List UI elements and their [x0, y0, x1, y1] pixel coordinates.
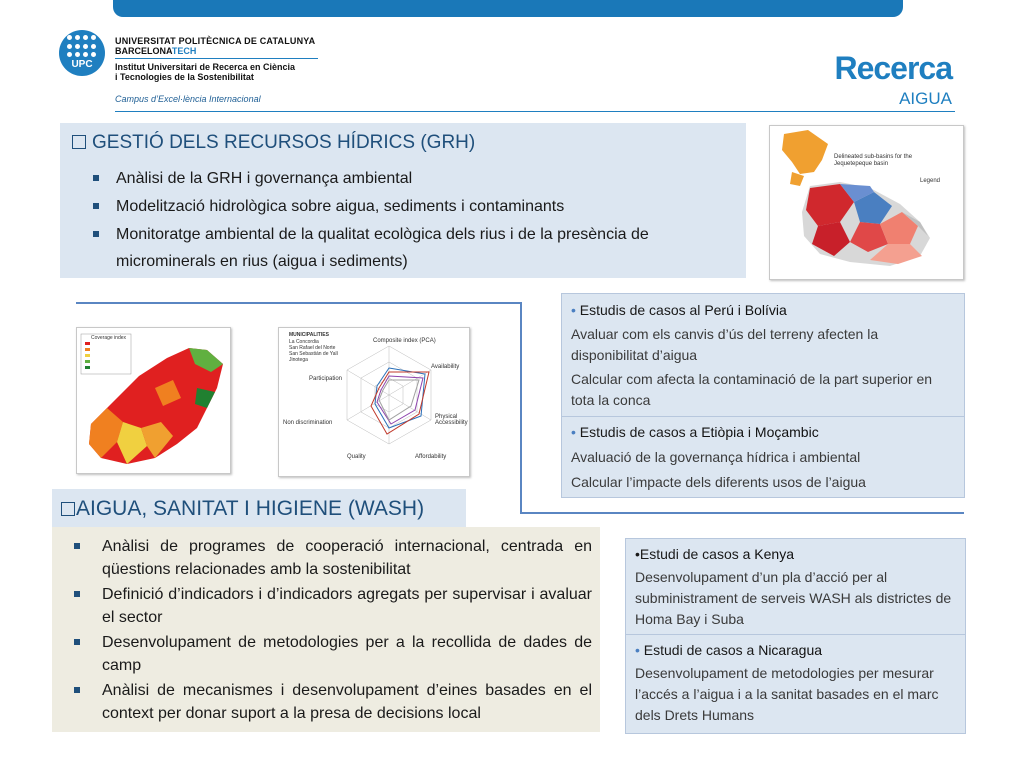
case-study-peru-bolivia [561, 293, 965, 417]
institute-line-2: i Tecnologies de la Sostenibilitat [115, 72, 254, 82]
coverage-map-image [76, 327, 231, 474]
map1-legend-title: Legend [920, 178, 941, 184]
coverage-map-graphic [77, 328, 230, 473]
case-study-nicaragua [625, 634, 966, 734]
case-line: Desenvolupament d’un pla d’acció per al subministrament de serveis WASH als districtes de Homa Bay i Suba [635, 569, 952, 627]
campus-label: Campus d’Excel·lència Internacional [115, 94, 261, 104]
grh-section [60, 123, 746, 278]
university-subtitle: BARCELONATECH [115, 46, 197, 56]
case-line: Calcular l’impacte dels diferents usos de l’aigua [571, 474, 866, 490]
top-accent-bar [113, 0, 903, 17]
radar-legend-item: Jinotega [289, 357, 308, 363]
case-study-ethiopia-mozambique [561, 416, 965, 498]
logo-dots-icon [67, 35, 97, 59]
header-divider [115, 111, 955, 112]
radar-legend-item: La Concordia [289, 339, 319, 345]
checkbox-bullet-icon [61, 502, 75, 516]
list-item: Desenvolupament de metodologies per a la recollida de dades de camp [72, 631, 592, 677]
radar-axis-label: Physical Accessibility [435, 414, 468, 426]
case-line: Calcular com afecta la contaminació de la part superior en tota la conca [571, 371, 933, 408]
list-item: Anàlisi de programes de cooperació internacional, centrada en qüestions relacionades amb la sostenibilitat [72, 535, 592, 581]
radar-axis-label: Quality [347, 454, 366, 460]
sub-basin-map-graphic [770, 126, 963, 279]
page-subtitle: AIGUA [899, 89, 952, 108]
jequetepeque-map-image [769, 125, 964, 280]
bullet-icon: • [571, 424, 576, 440]
grh-list [93, 165, 733, 275]
list-item: Modelització hidrològica sobre aigua, sediments i contaminants [93, 193, 733, 221]
checkbox-bullet-icon [72, 135, 86, 149]
page-title: Recerca [834, 50, 952, 86]
university-name: UNIVERSITAT POLITÈCNICA DE CATALUNYA [115, 36, 316, 46]
case-heading: • Estudis de casos al Perú i Bolívia [571, 302, 787, 318]
case-heading: •Estudi de casos a Kenya [635, 546, 794, 562]
map2-legend-title: Coverage index [91, 335, 127, 341]
wash-section [52, 527, 600, 732]
section-frame-bottom-line [520, 512, 964, 514]
bullet-icon: • [571, 302, 576, 318]
grh-heading: GESTIÓ DELS RECURSOS HÍDRICS (GRH) [72, 132, 475, 154]
list-item: Monitoratge ambiental de la qualitat ecològica dels rius i de la presència de microminerals en rius (aigua i sediments) [93, 221, 733, 275]
radar-axis-label: Participation [309, 376, 343, 382]
radar-legend-item: San Sebastián de Yalí [289, 351, 339, 357]
radar-legend-title: MUNICIPALITIES [289, 332, 329, 338]
wash-heading-box [52, 489, 466, 527]
list-item: Anàlisi de mecanismes i desenvolupament d’eines basades en el context per donar suport a la presa de decisions local [72, 679, 592, 725]
wash-list [72, 535, 592, 727]
case-heading: • Estudis de casos a Etiòpia i Moçambic [571, 424, 819, 440]
case-heading: • Estudi de casos a Nicaragua [635, 642, 823, 658]
map1-caption: Delineated sub-basins for the Jequetepeque basin [834, 154, 913, 167]
radar-legend-item: San Rafael del Norte [289, 345, 336, 351]
university-divider [115, 58, 318, 59]
upc-logo [59, 30, 105, 76]
radar-axis-label: Non discrimination [283, 420, 333, 426]
case-line: Avaluació de la governança hídrica i ambiental [571, 449, 861, 465]
case-line: Desenvolupament de metodologies per mesurar l’accés a l’aigua i a la sanitat basades en el marc dels Drets Humans [635, 665, 939, 723]
wash-heading: AIGUA, SANITAT I HIGIENE (WASH) [61, 497, 424, 521]
logo-text: UPC [71, 59, 93, 70]
institute-line-1: Institut Universitari de Recerca en Ciència [115, 62, 296, 72]
composite-index-radar-image [278, 327, 470, 477]
bullet-icon: • [635, 642, 640, 658]
case-study-kenya [625, 538, 966, 636]
radar-axis-label: Affordability [415, 454, 447, 460]
list-item: Definició d’indicadors i d’indicadors agregats per supervisar i avaluar el sector [72, 583, 592, 629]
list-item: Anàlisi de la GRH i governança ambiental [93, 165, 733, 193]
radar-title: Composite index (PCA) [373, 338, 436, 344]
case-line: Avaluar com els canvis d’ús del terreny afecten la disponibilitat d’aigua [571, 326, 879, 363]
radar-axis-label: Availability [431, 364, 460, 370]
